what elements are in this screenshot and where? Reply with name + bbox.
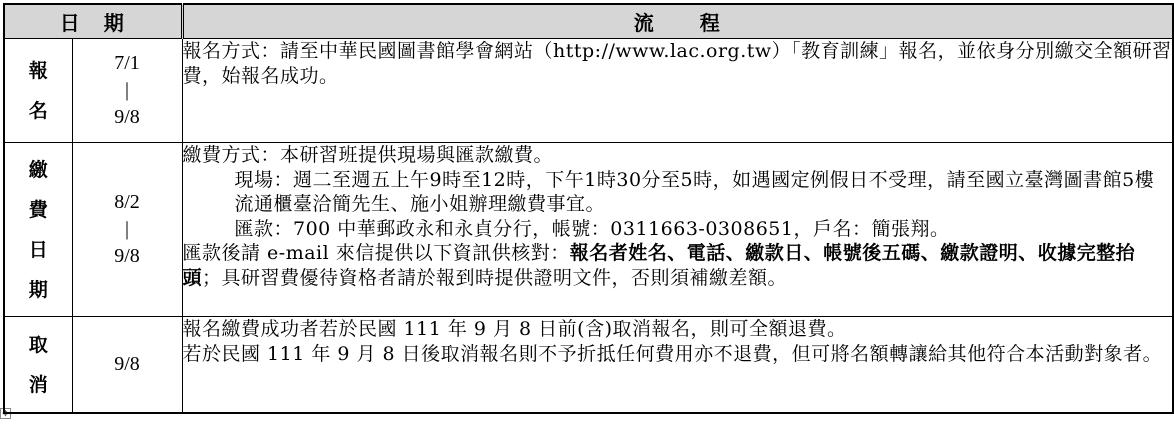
row-label-char: 名 [28,99,48,122]
row-label-cancellation [4,317,72,414]
table-header-row [4,4,1173,39]
row-flow-payment [182,143,1173,317]
row-label-char: 日 [28,238,48,261]
row-label-registration [4,39,72,143]
note-prefix: 匯款後請 e-mail 來信提供以下資訊供核對： [182,242,570,264]
flow-paragraph: 報名方式：請至中華民國圖書館學會網站（http://www.lac.org.tw）「教育訓練」報名，並依身分別繳交全額研習費，始報名成功。 [182,40,1172,87]
date-end: 9/8 [114,245,140,267]
note-required-info: 報名者姓名、電話、繳款日、帳號後五碼、繳款證明、收據完整抬頭 [182,242,1136,289]
date-separator: | [124,218,129,240]
flow-paragraph: 報名繳費成功者若於民國 111 年 9 月 8 日前(含)取消報名，則可全額退費。 [182,318,847,340]
date-end: 9/8 [114,353,140,375]
header-date: 日 期 [4,4,182,39]
row-label-char: 繳 [28,158,48,181]
row-date-registration [72,39,182,143]
row-flow-cancellation [182,317,1173,414]
table-row-cancellation [4,317,1173,414]
row-flow-registration [182,39,1173,143]
table-row-payment [4,143,1173,317]
row-label-char: 費 [28,198,48,221]
flow-paragraph: 若於民國 111 年 9 月 8 日後取消報名則不予折抵任何費用亦不退費，但可將名額轉讓給其他符合本活動對象者。 [182,342,1163,365]
header-flow: 流 程 [182,4,1173,39]
row-label-payment [4,143,72,317]
row-date-payment [72,143,182,317]
flow-paragraph-onsite: 現場：週二至週五上午9時至12時，下午1時30分至5時，如遇國定例假日不受理，請至國立臺灣圖書館5樓流通櫃臺洽簡先生、施小姐辦理繳費事宜。 [234,168,1155,215]
flow-paragraph-remit: 匯款：700 中華郵政永和永貞分行，帳號：0311663-0308651，戶名：簡張翔。 [234,217,950,240]
table-row-registration [4,39,1173,143]
date-start: 7/1 [114,52,140,74]
row-label-char: 報 [28,59,48,82]
flow-paragraph: 繳費方式：本研習班提供現場與匯款繳費。 [182,144,554,166]
row-label-char: 期 [28,278,48,301]
row-label-char: 取 [28,333,48,356]
row-date-cancellation [72,317,182,414]
date-end: 9/8 [114,106,140,128]
date-separator: | [124,79,129,101]
table-move-handle-icon[interactable]: ✥ [0,408,11,419]
note-suffix: ；具研習費優待資格者請於報到時提供證明文件，否則須補繳差額。 [202,266,788,289]
row-label-char: 消 [28,373,48,396]
date-start: 8/2 [114,191,140,213]
flow-paragraph-note [183,241,1173,290]
schedule-table [3,3,1174,414]
